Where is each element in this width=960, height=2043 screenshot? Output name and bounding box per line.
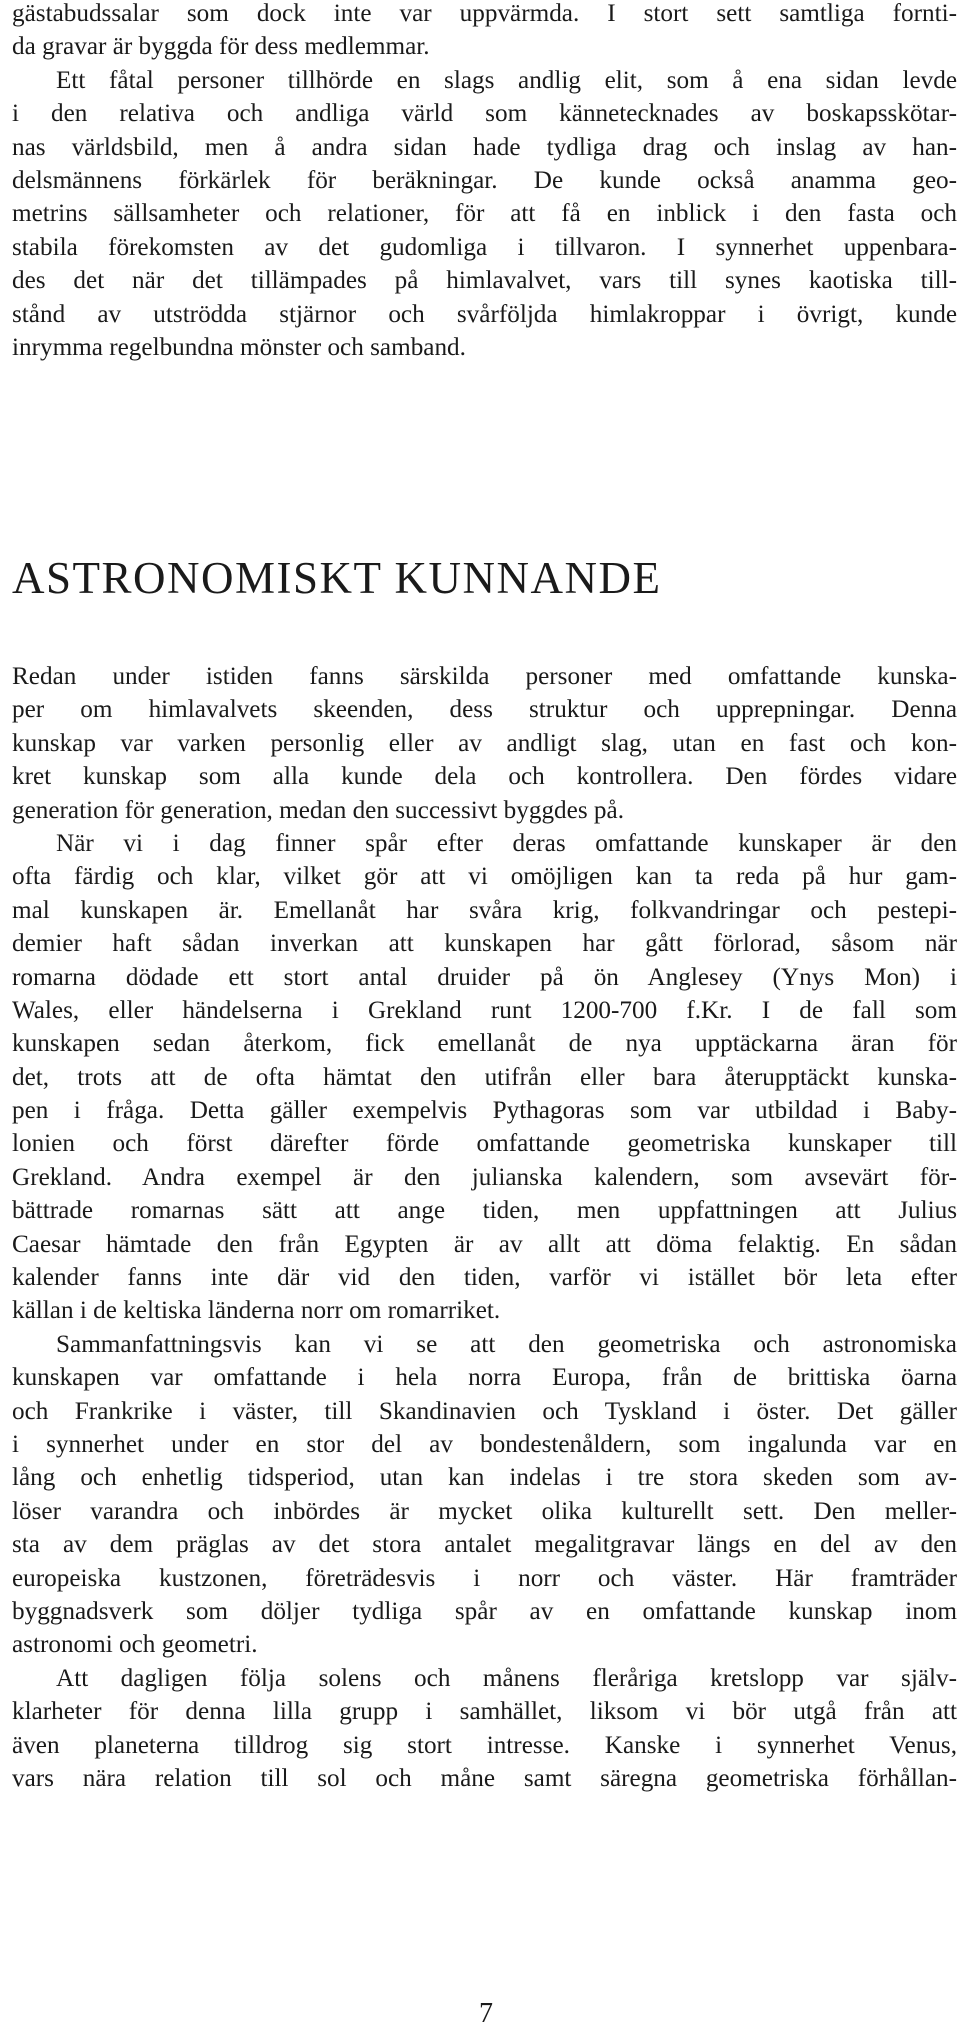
text-line: lonien och först därefter förde omfattande geometriska kunskaper till (12, 1130, 957, 1158)
text-line: kunskap var varken personlig eller av andligt slag, utan en fast och kon- (12, 729, 957, 757)
text-line: europeiska kustzonen, företrädesvis i norr och väster. Här framträder (12, 1564, 957, 1592)
text-line: klarheter för denna lilla grupp i samhället, liksom vi bör utgå från att (12, 1698, 957, 1726)
text-line: När vi i dag finner spår efter deras omfattande kunskaper är den (56, 829, 957, 857)
text-line: löser varandra och inbördes är mycket olika kulturellt sett. Den meller- (12, 1497, 957, 1525)
text-line: astronomi och geometri. (12, 1631, 258, 1659)
text-line: stabila förekomsten av det gudomliga i tillvaron. I synnerhet uppenbara- (12, 233, 957, 261)
text-line: lång och enhetlig tidsperiod, utan kan indelas i tre stora skeden som av- (12, 1464, 957, 1492)
text-line: inrymma regelbundna mönster och samband. (12, 333, 466, 361)
text-line: Redan under istiden fanns särskilda personer med omfattande kunska- (12, 663, 957, 690)
text-line: i den relativa och andliga värld som kännetecknades av boskapsskötar- (12, 100, 957, 128)
text-line: Sammanfattningsvis kan vi se att den geometriska och astronomiska (56, 1330, 957, 1358)
text-line: delsmännens förkärlek för beräkningar. De kunde också anamma geo- (12, 166, 957, 194)
text-line: byggnadsverk som döljer tydliga spår av en omfattande kunskap inom (12, 1597, 957, 1625)
text-line: det, trots att de ofta hämtat den utifrån eller bara återupptäckt kunska- (12, 1063, 957, 1091)
text-line: ofta färdig och klar, vilket gör att vi omöjligen kan ta reda på hur gam- (12, 863, 957, 891)
section-heading: ASTRONOMISKT KUNNANDE (12, 553, 662, 603)
top-text-block (12, 0, 957, 364)
text-line: stånd av utströdda stjärnor och svårföljda himlakroppar i övrigt, kunde (12, 300, 957, 328)
text-line: och Frankrike i väster, till Skandinavien och Tyskland i öster. Det gäller (12, 1397, 957, 1425)
text-line: demier haft sådan inverkan att kunskapen har gått förlorad, såsom när (12, 930, 957, 958)
page-number: 7 (479, 1998, 493, 2029)
text-line: Grekland. Andra exempel är den julianska kalendern, som avsevärt för- (12, 1163, 957, 1191)
text-line: kret kunskap som alla kunde dela och kontrollera. Den fördes vidare (12, 763, 957, 791)
text-line: bättrade romarnas sätt att ange tiden, men uppfattningen att Julius (12, 1197, 957, 1225)
text-line: Wales, eller händelserna i Grekland runt 1200-700 f.Kr. I de fall som (12, 996, 957, 1024)
text-line: Att dagligen följa solens och månens fleråriga kretslopp var själv- (56, 1664, 957, 1692)
text-line: generation för generation, medan den successivt byggdes på. (12, 796, 624, 824)
text-line: romarna dödade ett stort antal druider på ön Anglesey (Ynys Mon) i (12, 963, 957, 991)
text-line: sta av dem präglas av det stora antalet megalitgravar längs en del av den (12, 1531, 957, 1559)
text-line: även planeterna tilldrog sig stort intresse. Kanske i synnerhet Venus, (12, 1731, 957, 1759)
text-line: metrins sällsamheter och relationer, för att få en inblick i den fasta och (12, 200, 957, 228)
text-line: per om himlavalvets skeenden, dess struktur och upprepningar. Denna (12, 696, 957, 724)
text-line: kunskapen var omfattande i hela norra Europa, från de brittiska öarna (12, 1364, 957, 1392)
text-line: Ett fåtal personer tillhörde en slags andlig elit, som å ena sidan levde (56, 66, 957, 94)
text-line: pen i fråga. Detta gäller exempelvis Pythagoras som var utbildad i Baby- (12, 1097, 957, 1125)
text-line: kunskapen sedan återkom, fick emellanåt de nya upptäckarna äran för (12, 1030, 957, 1058)
text-line: Caesar hämtade den från Egypten är av allt att döma felaktig. En sådan (12, 1230, 957, 1258)
text-line: vars nära relation till sol och måne samt säregna geometriska förhållan- (12, 1764, 957, 1792)
text-line: mal kunskapen är. Emellanåt har svåra krig, folkvandringar och pestepi- (12, 896, 957, 924)
text-line: des det när det tillämpades på himlavalvet, vars till synes kaotiska till- (12, 267, 957, 295)
text-line: kalender fanns inte där vid den tiden, varför vi istället bör leta efter (12, 1264, 957, 1292)
text-line: da gravar är byggda för dess medlemmar. (12, 33, 430, 61)
text-line: nas världsbild, men å andra sidan hade tydliga drag och inslag av han- (12, 133, 957, 161)
text-line: gästabudssalar som dock inte var uppvärmda. I stort sett samtliga fornti- (12, 0, 957, 27)
main-text-block (12, 660, 957, 1795)
text-line: i synnerhet under en stor del av bondestenåldern, som ingalunda var en (12, 1430, 957, 1458)
text-line: källan i de keltiska länderna norr om romarriket. (12, 1297, 501, 1325)
